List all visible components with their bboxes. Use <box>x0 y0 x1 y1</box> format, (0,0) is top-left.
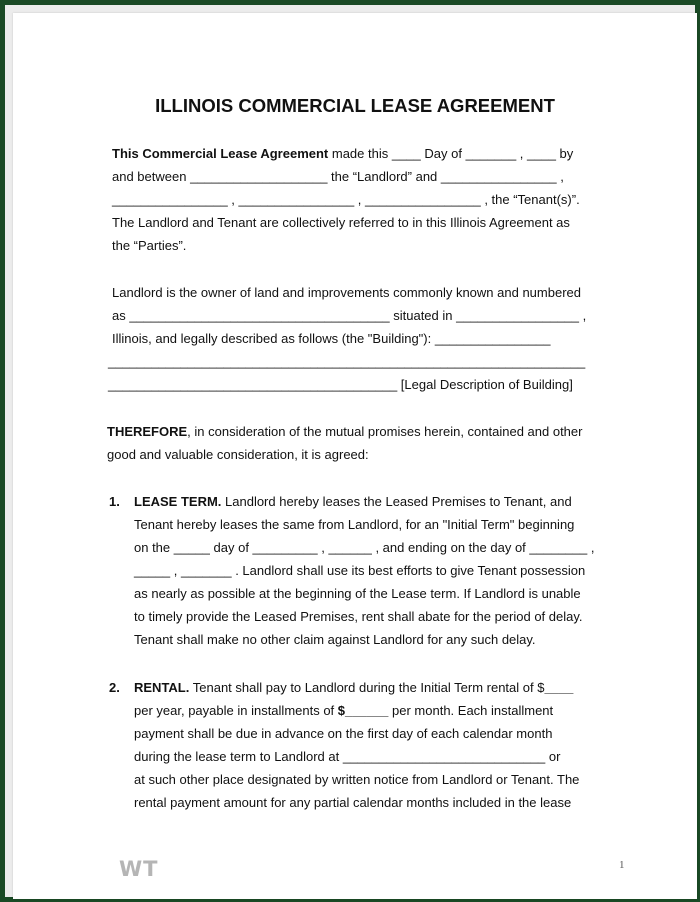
intro-line-4: The Landlord and Tenant are collectively referred to in this Illinois Agreement as <box>112 215 570 230</box>
section-1-line-6: to timely provide the Leased Premises, rent shall abate for the period of delay. <box>134 609 583 624</box>
installment-blank: ______ <box>345 703 389 718</box>
section-2-line-2-a: per year, payable in installments of <box>134 703 338 718</box>
section-2-line-5: at such other place designated by written notice from Landlord or Tenant. The <box>134 772 580 787</box>
section-2-line-1-rest: Tenant shall pay to Landlord during the Initial Term rental of $ <box>189 680 545 695</box>
section-2-line-2 <box>134 703 553 719</box>
premises-line-1: Landlord is the owner of land and improvements commonly known and numbered <box>112 285 581 300</box>
therefore-line-1 <box>107 424 582 440</box>
section-2-line-2-b: per month. Each installment <box>388 703 554 718</box>
section-1-heading: LEASE TERM. <box>134 494 222 509</box>
section-2-line-4: during the lease term to Landlord at ____________________________ or <box>134 749 561 764</box>
section-2-line-6: rental payment amount for any partial calendar months included in the lease <box>134 795 572 810</box>
intro-lead-bold: This Commercial Lease Agreement <box>112 146 329 161</box>
section-1-line-7: Tenant shall make no other claim against Landlord for any such delay. <box>134 632 536 647</box>
section-1-line-3: on the _____ day of _________ , ______ , and ending on the day of ________ , <box>134 540 595 555</box>
intro-line-5: the “Parties”. <box>112 238 187 253</box>
watermark-logo: WT <box>119 857 159 881</box>
document-page <box>13 13 697 899</box>
therefore-bold: THEREFORE <box>107 424 188 439</box>
intro-line-3: ________________ , ________________ , ________________ , the “Tenant(s)”. <box>112 192 580 207</box>
section-1-line-2: Tenant hereby leases the same from Landlord, for an "Initial Term" beginning <box>134 517 575 532</box>
intro-line-1-rest: made this ____ Day of _______ , ____ by <box>328 146 574 161</box>
therefore-line-2: good and valuable consideration, it is agreed: <box>107 447 369 462</box>
section-1-line-4: _____ , _______ . Landlord shall use its best efforts to give Tenant possession <box>134 563 586 578</box>
intro-line-1 <box>112 146 573 162</box>
document-title: ILLINOIS COMMERCIAL LEASE AGREEMENT <box>155 95 555 116</box>
section-2-heading: RENTAL. <box>134 680 190 695</box>
premises-line-3: Illinois, and legally described as follows (the "Building"): ________________ <box>112 331 551 346</box>
section-2-number: 2. <box>109 680 120 695</box>
section-2-line-3: payment shall be due in advance on the first day of each calendar month <box>134 726 553 741</box>
therefore-line-1-rest: , in consideration of the mutual promises herein, contained and other <box>187 424 583 439</box>
intro-line-2: and between ___________________ the “Landlord” and ________________ , <box>112 169 564 184</box>
premises-line-4: __________________________________________________________________ <box>108 354 586 369</box>
section-1-line-1 <box>134 494 572 510</box>
premises-line-5: ________________________________________ [Legal Description of Building] <box>108 377 573 392</box>
page-number: 1 <box>619 859 625 871</box>
installment-dollar: $ <box>337 703 346 718</box>
section-1-number: 1. <box>109 494 120 509</box>
rental-amount-blank: ____ <box>544 680 574 695</box>
section-2-line-1 <box>134 680 573 696</box>
premises-line-2: as ____________________________________ situated in _________________ , <box>112 308 587 323</box>
section-1-line-1-rest: Landlord hereby leases the Leased Premises to Tenant, and <box>221 494 572 509</box>
section-1-line-5: as nearly as possible at the beginning of the Lease term. If Landlord is unable <box>134 586 581 601</box>
